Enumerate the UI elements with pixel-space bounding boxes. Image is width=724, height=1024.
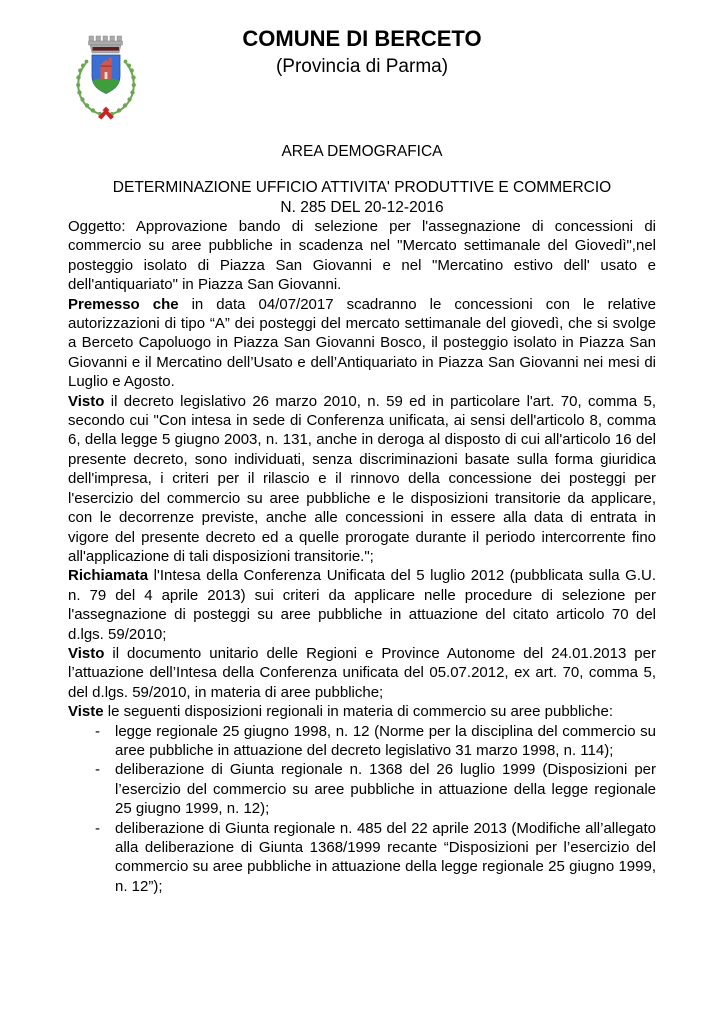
premesso-lead: Premesso che [68,295,179,313]
visto-documento-text: il documento unitario delle Regioni e Province Autonome del 24.01.2013 per l’attuazione dell’Intesa della Conferenza unificata del 05.07.2012, ex art. 70, comma 5, del d.lgs. 59/2010, in materia di aree pubbliche; [68,644,656,701]
visto-documento-lead: Visto [68,644,105,662]
list-item-text: deliberazione di Giunta regionale n. 485 del 22 aprile 2013 (Modifiche all’allegato alla deliberazione di Giunta 1368/1999 recante “Disposizioni per l’esercizio del commercio su aree pubbliche in attuazione della legge regionale 25 giugno 1999, n. 12”); [115,819,656,895]
list-bullet: - [95,722,100,740]
visto-decreto-lead: Visto [68,392,105,410]
list-item [68,722,656,761]
paragraph-viste [68,702,656,721]
list-bullet: - [95,761,100,779]
list-item [68,760,656,818]
regional-provisions-list [68,722,656,897]
premesso-text: in data 04/07/2017 scadranno le concessioni con le relative autorizzazioni di tipo “A” dei posteggi del mercato settimanale del giovedì, che si svolge a Berceto Capoluogo in Piazza San Giovanni Bosco, il posteggio isolato in Piazza San Giovanni e il Mercatino dell’Usato e dell’Antiquariato in Piazza San Giovanni nei mesi di Luglio e Agosto. [68,295,656,391]
list-item-text: deliberazione di Giunta regionale n. 1368 del 26 luglio 1999 (Disposizioni per l’esercizio del commercio su aree pubbliche in attuazione della legge regionale 25 giugno 1999, n. 12); [115,761,656,818]
paragraph-visto-documento [68,644,656,702]
paragraph-premesso [68,295,656,392]
paragraph-richiamata [68,566,656,644]
list-item-text: legge regionale 25 giugno 1998, n. 12 (Norme per la disciplina del commercio su aree pubbliche in attuazione del decreto legislativo 31 marzo 1998, n. 114); [115,722,656,759]
shield-hill [85,78,127,102]
province-subtitle: (Provincia di Parma) [275,56,449,77]
visto-decreto-text: il decreto legislativo 26 marzo 2010, n. 59 ed in particolare l'art. 70, comma 5, secondo cui "Con intesa in sede di Conferenza unificata, ai sensi dell'articolo 8, comma 6, della legge 5 giugno 2003, n. 131, anche in deroga al disposto di cui all'articolo 16 del presente decreto, sono individuati, senza discriminazioni basate sulla forma giuridica dell'impresa, i criteri per il rilascio e il rinnovo della concessione dei posteggi per l'esercizio del commercio su aree pubbliche e le disposizioni transitorie da applicare, con le decorrenze previste, anche alle concessioni in essere alla data di entrata in vigore del presente decreto ed a quelle prorogate durante il periodo intercorrente fino all'applicazione di tali disposizioni transitorie."; [68,392,656,565]
list-bullet: - [95,819,100,837]
list-item [68,819,656,897]
area-heading: AREA DEMOGRAFICA [281,143,443,160]
paragraph-visto-decreto [68,392,656,567]
determination-heading [0,178,724,217]
crown-band [93,47,120,51]
municipality-title: COMUNE DI BERCETO [242,26,482,51]
document-body [0,217,724,896]
determination-line2: N. 285 DEL 20-12-2016 [280,198,444,216]
viste-lead: Viste [68,703,104,721]
viste-text: le seguenti disposizioni regionali in materia di commercio su aree pubbliche: [103,703,614,721]
paragraph-oggetto: Oggetto: Approvazione bando di selezione per l'assegnazione di concessioni di commercio su aree pubbliche in scadenza nel "Mercato settimanale del Giovedì",nel posteggio isolato di Piazza San Giovanni e nel "Mercatino estivo dell' usato e dell'antiquariato" in Piazza San Giovanni. [68,218,656,294]
richiamata-lead: Richiamata [68,567,149,585]
coat-of-arms-icon [62,30,150,120]
determination-line1: DETERMINAZIONE UFFICIO ATTIVITA' PRODUTTIVE E COMMERCIO [112,179,612,196]
richiamata-text: l'Intesa della Conferenza Unificata del 5 luglio 2012 (pubblicata sulla G.U. n. 79 del 4 aprile 2013) sui criteri da applicare nelle procedure di selezione per l'assegnazione di posteggi su aree pubbliche in attuazione del citato articolo 70 del d.lgs. 59/2010; [68,567,656,643]
